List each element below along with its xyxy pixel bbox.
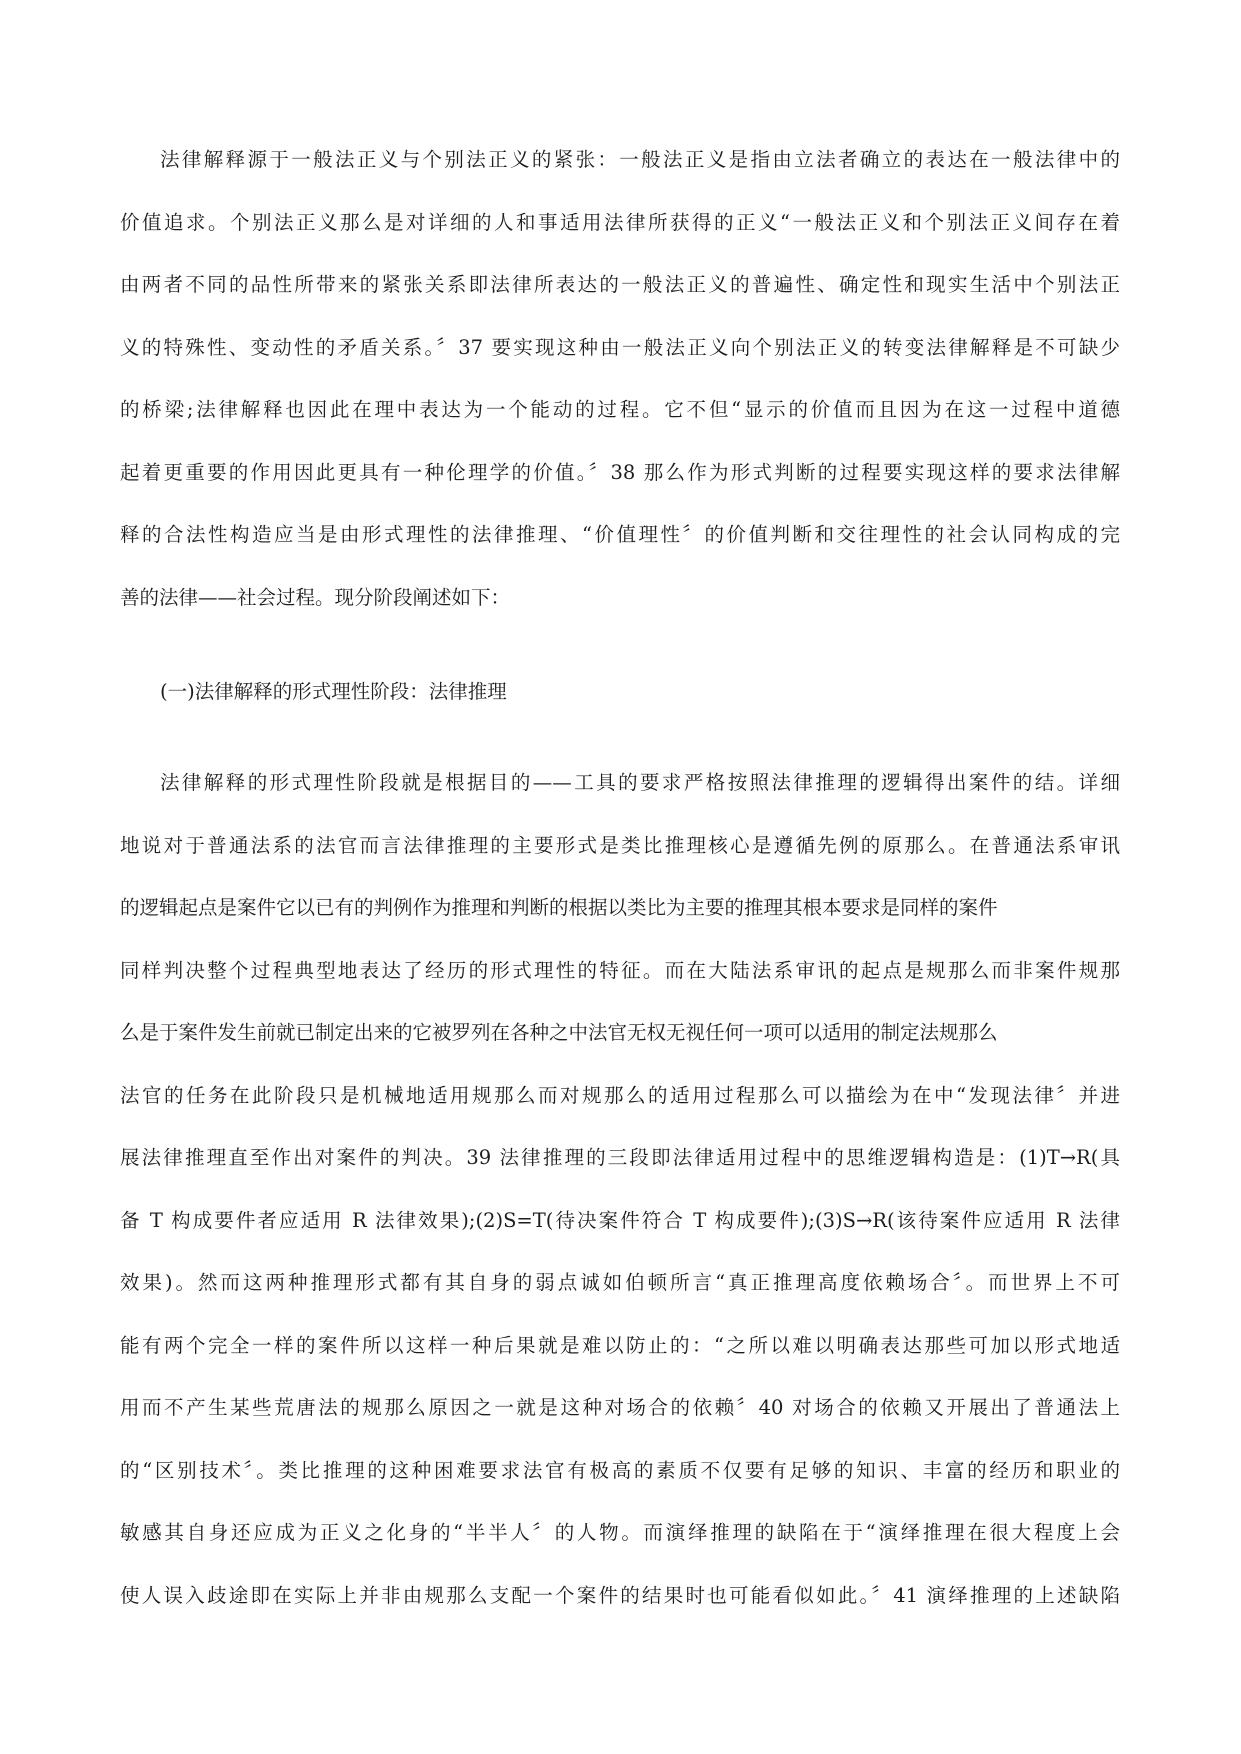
- section-heading: [120, 661, 1120, 724]
- paragraph-line: 由两者不同的品性所带来的紧张关系即法律所表达的一般法正义的普遍性、确定性和现实生活中个别法正: [120, 273, 1120, 296]
- paragraph-line: 的桥梁;法律解释也因此在理中表达为一个能动的过程。它不但“显示的价值而且因为在这一过程中道德: [120, 398, 1120, 421]
- paragraph-line: 法律解释源于一般法正义与个别法正义的紧张：一般法正义是指由立法者确立的表达在一般法律中的: [160, 148, 1120, 171]
- paragraph-line: 同样判决整个过程典型地表达了经历的形式理性的特征。而在大陆法系审讯的起点是规那么而非案件规那: [120, 958, 1120, 982]
- paragraph-line: 起着更重要的作用因此更具有一种伦理学的价值。〞38 那么作为形式判断的过程要实现这样的要求法律解: [120, 460, 1120, 484]
- paragraph-line: 义的特殊性、变动性的矛盾关系。〞37 要实现这种由一般法正义向个别法正义的转变法律解释是不可缺少: [120, 335, 1120, 359]
- paragraph-line: 备 T 构成要件者应适用 R 法律效果);(2)S=T(待决案件符合 T 构成要件);(3)S→R(该待案件应适用 R 法律: [120, 1208, 1120, 1232]
- paragraph-line: 能有两个完全一样的案件所以这样一种后果就是难以防止的：“之所以难以明确表达那些可加以形式地适: [120, 1333, 1120, 1357]
- paragraph-line: 地说对于普通法系的法官而言法律推理的主要形式是类比推理核心是遵循先例的原那么。在普通法系审讯: [120, 833, 1120, 857]
- paragraph-line: 效果)。然而这两种推理形式都有其自身的弱点诚如伯顿所言“真正推理高度依赖场合〞。而世界上不可: [120, 1271, 1120, 1294]
- paragraph-line: 法官的任务在此阶段只是机械地适用规那么而对规那么的适用过程那么可以描绘为在中“发现法律〞并进: [120, 1083, 1120, 1107]
- paragraph-line: 的逻辑起点是案件它以已有的判例作为推理和判断的根据以类比为主要的推理其根本要求是同样的案件: [120, 896, 998, 919]
- paragraph-line: 善的法律——社会过程。现分阶段阐述如下：: [120, 585, 511, 609]
- section-heading-text: (一)法律解释的形式理性阶段：法律推理: [160, 680, 507, 703]
- paragraph-line: 敏感其自身还应成为正义之化身的“半半人〞的人物。而演绎推理的缺陷在于“演绎推理在很大程度上会: [120, 1521, 1120, 1544]
- paragraph-1: [120, 129, 1120, 629]
- paragraph-line: 的“区别技术〞。类比推理的这种困难要求法官有极高的素质不仅要有足够的知识、丰富的经历和职业的: [120, 1458, 1120, 1482]
- paragraph-line: 释的合法性构造应当是由形式理性的法律推理、“价值理性〞的价值判断和交往理性的社会认同构成的完: [120, 523, 1120, 546]
- paragraph-line: 使人误入歧途即在实际上并非由规那么支配一个案件的结果时也可能看似如此。〞41 演绎推理的上述缺陷: [120, 1583, 1120, 1607]
- paragraph-line: 么是于案件发生前就已制定出来的它被罗列在各种之中法官无权无视任何一项可以适用的制定法规那么: [120, 1021, 998, 1044]
- paragraph-line: 价值追求。个别法正义那么是对详细的人和事适用法律所获得的正义“一般法正义和个别法正义间存在着: [120, 210, 1120, 234]
- paragraph-line: 展法律推理直至作出对案件的判决。39 法律推理的三段即法律适用过程中的思维逻辑构造是：(1)T→R(具: [120, 1146, 1120, 1169]
- paragraph-line: 法律解释的形式理性阶段就是根据目的——工具的要求严格按照法律推理的逻辑得出案件的结。详细: [160, 771, 1120, 794]
- paragraph-line: 用而不产生某些荒唐法的规那么原因之一就是这种对场合的依赖〞40 对场合的依赖又开展出了普通法上: [120, 1396, 1120, 1419]
- paragraph-2: [120, 752, 1120, 1627]
